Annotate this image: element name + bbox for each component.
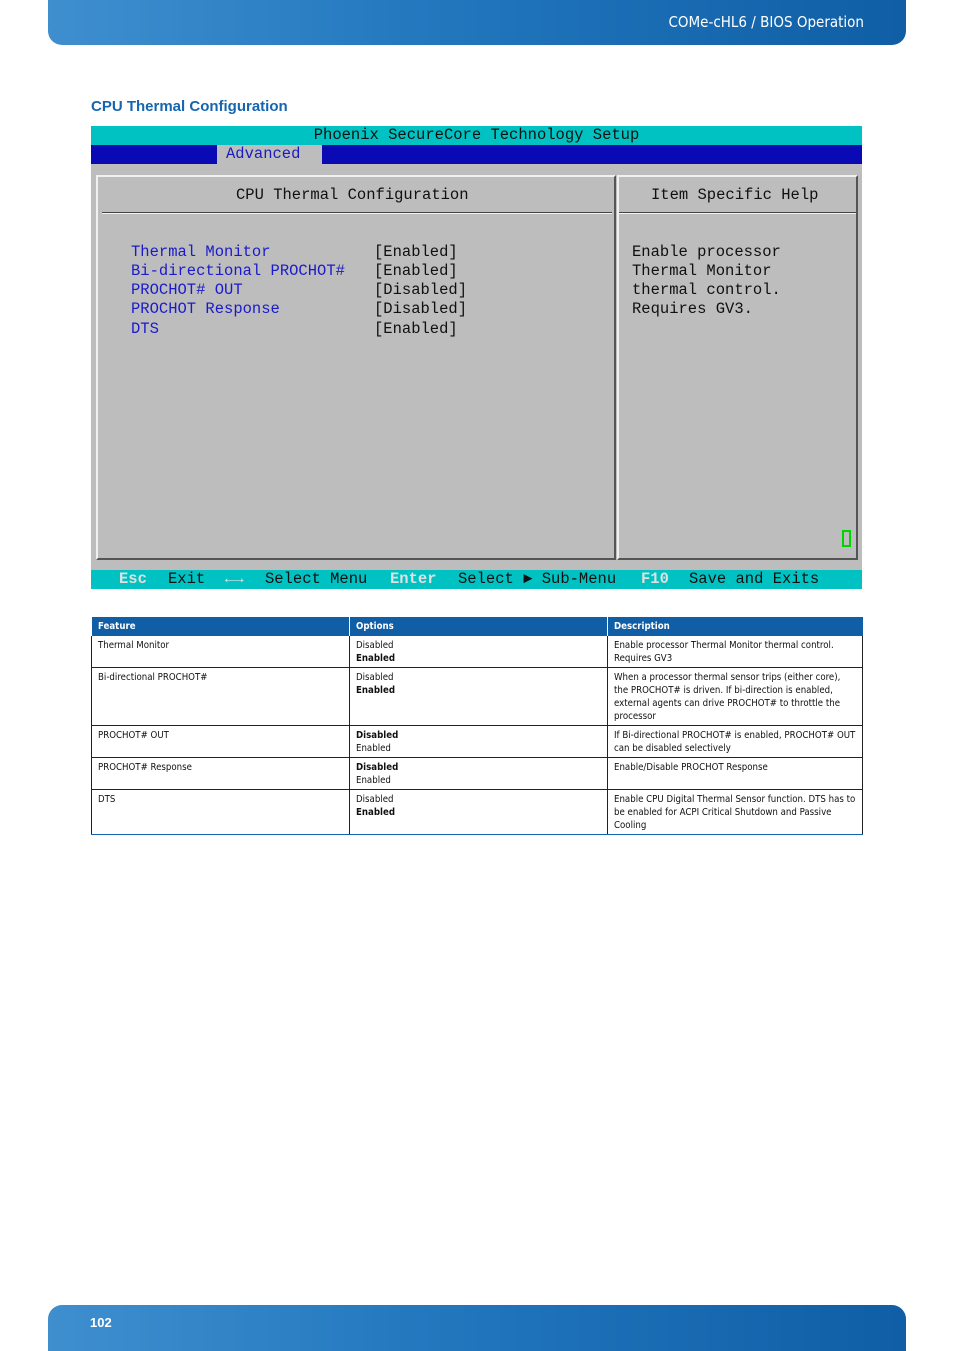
help-divider [619, 212, 856, 214]
f10-key[interactable]: F10 [641, 570, 669, 588]
options-cell [350, 636, 608, 668]
setting-value[interactable]: [Enabled] [374, 320, 458, 338]
header-feature: Feature [92, 617, 350, 636]
feature-cell: PROCHOT# Response [92, 758, 350, 790]
default-option: Disabled [356, 762, 399, 773]
cursor-block-icon [842, 530, 851, 547]
tab-advanced[interactable]: Advanced [217, 145, 322, 164]
enter-label: Select ► Sub-Menu [458, 570, 617, 588]
header-band [48, 0, 906, 45]
settings-panel [96, 175, 616, 560]
esc-key[interactable]: Esc [119, 570, 147, 588]
option: Disabled [356, 794, 394, 805]
help-panel [617, 175, 858, 560]
setting-name: DTS [131, 320, 159, 338]
description-cell: When a processor thermal sensor trips (either core), the PROCHOT# is driven. If bi-direction is enabled, external agents can drive PROCHOT# to throttle the processor [608, 668, 863, 726]
footer-band [48, 1305, 906, 1351]
setting-name: Bi-directional PROCHOT# [131, 262, 345, 280]
f10-label: Save and Exits [689, 570, 820, 588]
options-cell [350, 668, 608, 726]
default-option: Enabled [356, 653, 396, 664]
feature-cell: DTS [92, 790, 350, 835]
arrows-key-icon[interactable]: ←→ [225, 570, 244, 588]
description-cell: If Bi-directional PROCHOT# is enabled, PROCHOT# OUT can be disabled selectively [608, 726, 863, 758]
help-text-line: Thermal Monitor [632, 262, 772, 280]
description-cell: Enable processor Thermal Monitor thermal control. Requires GV3 [608, 636, 863, 668]
bios-menu-bar [91, 145, 862, 164]
setting-value[interactable]: [Disabled] [374, 300, 468, 318]
feature-table [91, 617, 863, 835]
panel-divider [102, 212, 612, 214]
options-cell [350, 790, 608, 835]
setting-value[interactable]: [Enabled] [374, 262, 458, 280]
table-row [92, 668, 863, 726]
header-options: Options [350, 617, 608, 636]
table-header-row [92, 617, 863, 636]
table-body [92, 636, 863, 835]
default-option: Enabled [356, 807, 396, 818]
option: Disabled [356, 672, 394, 683]
option: Enabled [356, 775, 391, 786]
feature-cell: Thermal Monitor [92, 636, 350, 668]
option: Enabled [356, 743, 391, 754]
description-cell: Enable CPU Digital Thermal Sensor function. DTS has to be enabled for ACPI Critical Shutdown and Passive Cooling [608, 790, 863, 835]
table-row [92, 758, 863, 790]
help-text-line: thermal control. [632, 281, 781, 299]
default-option: Disabled [356, 730, 399, 741]
feature-cell: PROCHOT# OUT [92, 726, 350, 758]
arrows-label: Select Menu [265, 570, 368, 588]
default-option: Enabled [356, 685, 396, 696]
table-row [92, 790, 863, 835]
esc-label: Exit [168, 570, 206, 588]
bios-title-bar: Phoenix SecureCore Technology Setup [91, 126, 862, 145]
header-title: COMe-cHL6 / BIOS Operation [668, 13, 864, 31]
description-cell: Enable/Disable PROCHOT Response [608, 758, 863, 790]
enter-key[interactable]: Enter [390, 570, 437, 588]
help-title: Item Specific Help [651, 186, 819, 204]
page-number: 102 [90, 1315, 112, 1330]
setting-name: PROCHOT Response [131, 300, 280, 318]
feature-cell: Bi-directional PROCHOT# [92, 668, 350, 726]
setting-value[interactable]: [Disabled] [374, 281, 468, 299]
table-row [92, 726, 863, 758]
setting-name: Thermal Monitor [131, 243, 271, 261]
table-row [92, 636, 863, 668]
help-text-line: Requires GV3. [632, 300, 753, 318]
bios-status-bar [91, 570, 862, 589]
options-cell [350, 758, 608, 790]
setting-name: PROCHOT# OUT [131, 281, 243, 299]
setting-value[interactable]: [Enabled] [374, 243, 458, 261]
panel-title: CPU Thermal Configuration [236, 186, 469, 204]
help-text-line: Enable processor [632, 243, 781, 261]
bios-screenshot [91, 126, 862, 589]
option: Disabled [356, 640, 394, 651]
header-description: Description [608, 617, 863, 636]
section-title: CPU Thermal Configuration [91, 98, 288, 115]
options-cell [350, 726, 608, 758]
